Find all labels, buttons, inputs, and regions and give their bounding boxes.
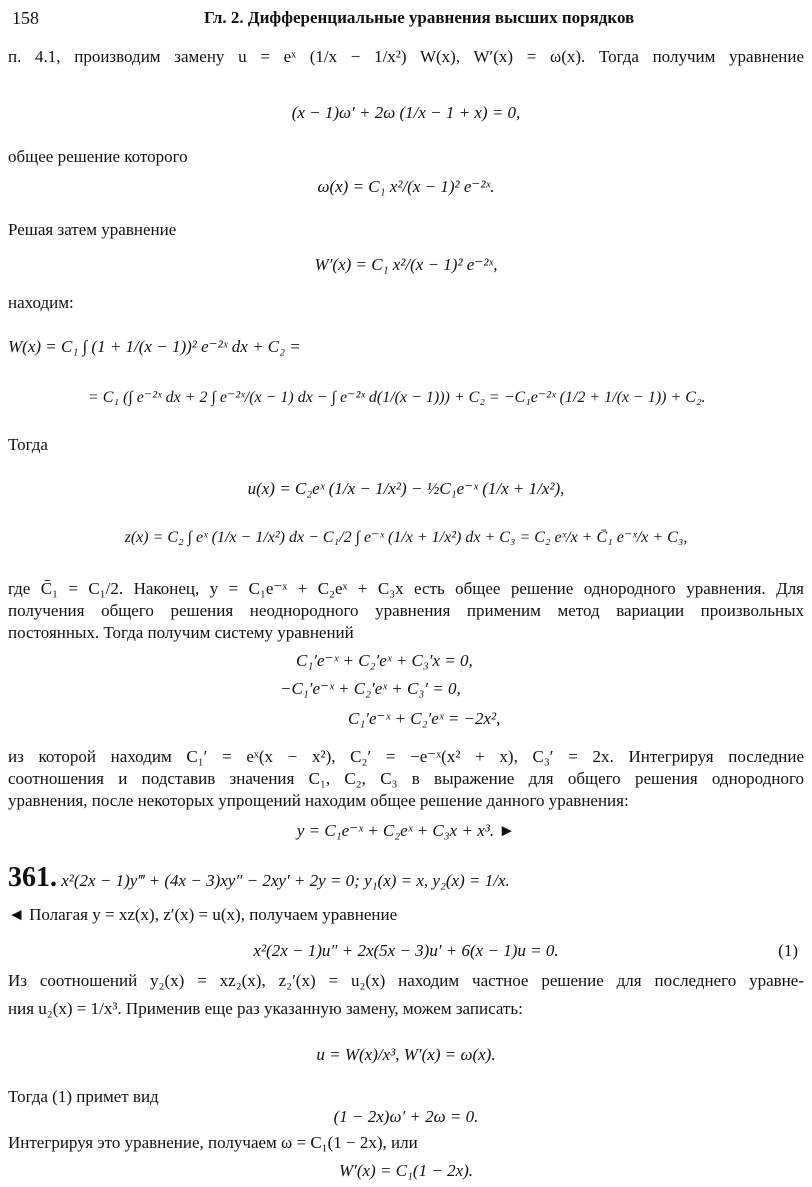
equation: ω(x) = C₁ x²/(x − 1)² e⁻²ˣ. xyxy=(317,177,495,196)
running-header xyxy=(8,4,804,30)
equation: (1 − 2x)ω′ + 2ω = 0. xyxy=(333,1107,479,1126)
text-line: Интегрируя это уравнение, получаем ω = C₁(1 − 2x), или xyxy=(8,1133,418,1152)
text-line: Решая затем уравнение xyxy=(8,220,177,239)
equation: C₁′e⁻ˣ + C₂′eˣ + C₃′x = 0, xyxy=(296,651,473,670)
equation: −C₁′e⁻ˣ + C₂′eˣ + C₃′ = 0, xyxy=(280,679,461,698)
text-line: п. 4.1, производим замену u = eˣ (1/x − 1/x²) W(x), W′(x) = ω(x). Тогда получим уравнение xyxy=(8,47,804,66)
equation: z(x) = C₂ ∫ eˣ (1/x − 1/x²) dx − C₁/2 ∫ e⁻ˣ (1/x + 1/x²) dx + C₃ = C₂ eˣ/x + C̄₁ e⁻ˣ/x + C₃, xyxy=(124,529,688,546)
equation: x²(2x − 1)u″ + 2x(5x − 3)u′ + 6(x − 1)u = 0. xyxy=(253,941,559,960)
chapter-title: Гл. 2. Дифференциальные уравнения высших порядков xyxy=(204,8,635,27)
equation: u = W(x)/x³, W′(x) = ω(x). xyxy=(316,1045,496,1064)
text-line: постоянных. Тогда получим систему уравнений xyxy=(8,623,354,642)
text-line: Тогда xyxy=(8,435,48,454)
problem-number: 361. xyxy=(8,862,57,893)
equation: y = C₁e⁻ˣ + C₂eˣ + C₃x + x³. ► xyxy=(296,821,516,840)
text-line: где C̄₁ = C₁/2. Наконец, y = C₁e⁻ˣ + C₂eˣ + C₃x есть общее решение однородного уравнения. Для xyxy=(8,579,804,598)
problem-361 xyxy=(8,860,804,895)
text-line: находим: xyxy=(8,293,74,312)
text-line: соотношения и подставив значения C₁, C₂, C₃ в выражение для общего решения однородного xyxy=(8,769,804,788)
text-line: ния u₂(x) = 1/x³. Применив еще раз указанную замену, можем записать: xyxy=(8,999,523,1018)
page-number: 158 xyxy=(12,8,39,28)
text-line: общее решение которого xyxy=(8,147,188,166)
text-line: ◄ Полагая y = xz(x), z′(x) = u(x), получаем уравнение xyxy=(8,905,398,924)
text-line: Из соотношений y₂(x) = xz₂(x), z₂′(x) = u₂(x) находим частное решение для последнего уравне- xyxy=(8,971,804,990)
equation: u(x) = C₂eˣ (1/x − 1/x²) − ½C₁e⁻ˣ (1/x + 1/x²), xyxy=(247,479,565,498)
text-line: из которой находим C₁′ = eˣ(x − x²), C₂′ = −e⁻ˣ(x² + x), C₃′ = 2x. Интегрируя последние xyxy=(8,747,804,766)
equation-number: (1) xyxy=(778,941,798,960)
equation: W(x) = C₁ ∫ (1 + 1/(x − 1))² e⁻²ˣ dx + C₂ = xyxy=(8,337,301,356)
equation: C₁′e⁻ˣ + C₂′eˣ = −2x², xyxy=(348,709,501,728)
equation: W′(x) = C₁(1 − 2x). xyxy=(338,1161,474,1180)
equation: = C₁ (∫ e⁻²ˣ dx + 2 ∫ e⁻²ˣ/(x − 1) dx − ∫ e⁻²ˣ d(1/(x − 1))) + C₂ = −C₁e⁻²ˣ (1/2 + 1/(x − 1)) + C₂. xyxy=(88,389,706,406)
equation: (x − 1)ω′ + 2ω (1/x − 1 + x) = 0, xyxy=(291,103,521,122)
equation: W′(x) = C₁ x²/(x − 1)² e⁻²ˣ, xyxy=(314,255,498,274)
text-line: получения общего решения неоднородного уравнения применим метод вариации произвольных xyxy=(8,601,804,620)
text-line: уравнения, после некоторых упрощений находим общее решение данного уравнения: xyxy=(8,791,629,810)
text-line: Тогда (1) примет вид xyxy=(8,1087,159,1106)
problem-statement: x²(2x − 1)y‴ + (4x − 3)xy″ − 2xy′ + 2y = 0; y₁(x) = x, y₂(x) = 1/x. xyxy=(61,871,510,890)
